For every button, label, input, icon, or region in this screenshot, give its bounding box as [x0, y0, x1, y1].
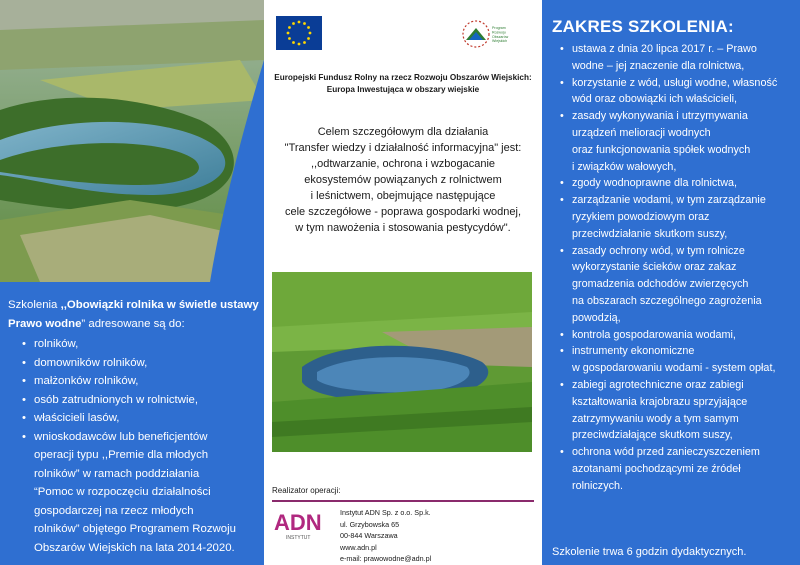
duration-note: Szkolenie trwa 6 godzin dydaktycznych.	[552, 546, 747, 558]
address-block	[340, 507, 431, 565]
eu-star-icon	[298, 43, 301, 46]
eu-flag-icon	[276, 16, 322, 50]
scope-item	[560, 175, 796, 192]
prow-logo-icon	[462, 14, 528, 54]
audience-item	[22, 372, 260, 391]
eu-star-icon	[292, 41, 295, 44]
eu-star-icon	[307, 37, 310, 40]
adn-logo-text: ADN	[274, 510, 322, 535]
audience-item-line: gospodarczej na rzecz młodych	[34, 504, 194, 517]
address-line: Instytut ADN Sp. z o.o. Sp.k.	[340, 508, 431, 517]
adn-logo-sub: INSTYTUT	[286, 535, 311, 541]
lake-aerial-photo	[272, 272, 532, 452]
goal-line: ,,odtwarzanie, ochrona i wzbogacanie	[310, 158, 496, 170]
training-scope-list	[560, 41, 796, 495]
scope-item-line: rolniczych.	[572, 479, 624, 492]
eu-star-icon	[292, 22, 295, 25]
scope-item-line: • instrumenty ekonomiczne	[572, 345, 695, 358]
eu-star-icon	[288, 26, 291, 29]
eu-star-icon	[309, 32, 312, 35]
scope-item-line: • ochrona wód przed zanieczyszczeniem	[572, 446, 760, 459]
eu-star-icon	[303, 41, 306, 44]
scope-item-line: • zarządzanie wodami, w tym zarządzanie	[572, 194, 766, 207]
fund-title-line: Europejski Fundusz Rolny na rzecz Rozwoju Obszarów Wiejskich:	[274, 73, 532, 82]
goal-line: Celem szczegółowym dla działania	[317, 126, 489, 138]
audience-item-line: • małżonków rolników,	[34, 375, 139, 387]
scope-item-line: na obszarach szczególnego zagrożenia	[572, 294, 762, 307]
scope-item-line: urządzeń melioracji wodnych	[572, 126, 711, 139]
audience-item-line: “Pomoc w rozpoczęciu działalności	[34, 486, 211, 498]
address-line: 00-844 Warszawa	[340, 531, 398, 541]
adn-logo-icon	[272, 508, 332, 542]
audience-item-line: • osób zatrudnionych w rolnictwie,	[34, 393, 198, 406]
scope-item-line: • korzystanie z wód, usługi wodne, własność	[572, 76, 778, 89]
scope-item-line: • zasady wykonywania i utrzymywania	[572, 110, 748, 123]
scope-item-line: kształtowania krajobrazu sprzyjające	[572, 395, 748, 408]
audience-item-line: Obszarów Wiejskich na lata 2014-2020.	[34, 541, 235, 554]
address-line: e-mail: prawowodne@adn.pl	[340, 554, 432, 564]
eu-star-icon	[288, 37, 291, 40]
goal-line: cele szczegółowe - poprawa gospodarki wodnej,	[284, 206, 522, 218]
scope-item-line: • zasady ochrony wód, w tym rolnicze	[572, 244, 745, 257]
scope-item-line: azotanami pochodzącymi ze źródeł	[572, 462, 741, 475]
scope-item	[560, 192, 796, 242]
scope-item	[560, 75, 796, 109]
scope-item	[560, 343, 796, 377]
realizator-label: Realizator operacji:	[272, 486, 341, 495]
audience-item	[22, 391, 260, 410]
scope-item	[560, 243, 796, 327]
prow-logo-text: Program Rozwoju Obszarów Wiejskich	[492, 26, 509, 44]
address-line: ul. Grzybowska 65	[340, 519, 400, 529]
middle-panel	[264, 0, 542, 565]
goal-line: i leśnictwem, obejmujące następujące	[310, 190, 496, 202]
scope-item-line: przeciwdziałanie skutkom suszy,	[572, 227, 728, 240]
scope-item-line: • kontrola gospodarowania wodami,	[572, 328, 736, 341]
audience-item-line: • wnioskodawców lub beneficjentów	[34, 430, 208, 443]
eu-star-icon	[287, 32, 290, 35]
audience-intro: Szkolenia ,,Obowiązki rolnika w świetle ustawy Prawo wodne” adresowane są do:	[8, 299, 259, 330]
audience-item-line: rolników” w ramach poddziałania	[34, 467, 200, 480]
river-aerial-photo	[0, 0, 264, 282]
goal-line: w tym nawożenia i stosowania pestycydów".	[295, 222, 511, 234]
eu-star-icon	[303, 22, 306, 25]
scope-item	[560, 327, 796, 344]
scope-item	[560, 41, 796, 75]
fund-title-line: Europa Inwestująca w obszary wiejskie	[326, 85, 480, 94]
audience-item-line: • rolników,	[34, 338, 79, 350]
divider-line	[272, 500, 534, 502]
eu-star-icon	[307, 26, 310, 29]
audience-item	[22, 428, 260, 558]
audience-list	[8, 335, 260, 557]
scope-item-line: ryzykiem powodziowym oraz	[572, 210, 710, 223]
target-audience-section	[8, 296, 260, 557]
scope-item	[560, 377, 796, 444]
audience-item-line: rolników” objętego Programem Rozwoju	[34, 523, 236, 535]
goal-statement	[264, 124, 542, 236]
scope-item-line: • zabiegi agrotechniczne oraz zabiegi	[572, 378, 744, 391]
training-scope-title: ZAKRES SZKOLENIA:	[552, 17, 734, 36]
scope-item-line: gromadzenia odchodów zwierzęcych	[572, 278, 749, 291]
audience-item-line: • domowników rolników,	[34, 356, 148, 369]
scope-item-line: wód oraz obowiązki ich właścicieli,	[572, 93, 738, 106]
left-panel	[0, 0, 264, 565]
audience-item	[22, 354, 260, 373]
scope-item-line: zatrzymywaniu wody a tym samym	[572, 412, 739, 425]
scope-item-line: powodzią,	[572, 311, 621, 324]
scope-item	[560, 444, 796, 494]
audience-item	[22, 335, 260, 354]
scope-item	[560, 108, 796, 175]
audience-item-line: operacji typu ,,Premie dla młodych	[34, 449, 209, 461]
scope-item-line: przeciwdziałające skutkom suszy,	[572, 429, 733, 442]
right-panel	[542, 0, 800, 565]
scope-item-line: • zgody wodnoprawne dla rolnictwa,	[572, 177, 738, 190]
address-line: www.adn.pl	[340, 542, 377, 552]
scope-item-line: i związków wałowych,	[572, 160, 677, 173]
scope-item-line: wykorzystanie ścieków oraz zakaz	[572, 261, 737, 274]
audience-item-line: • właścicieli lasów,	[34, 412, 120, 424]
eu-star-icon	[298, 21, 301, 24]
scope-item-line: • ustawa z dnia 20 lipca 2017 r. – Prawo	[572, 43, 757, 55]
scope-item-line: wodne – jej znaczenie dla rolnictwa,	[572, 59, 745, 72]
audience-item	[22, 409, 260, 428]
fund-title	[264, 72, 542, 96]
goal-line: "Transfer wiedzy i działalność informacyjna" jest:	[284, 142, 522, 154]
scope-item-line: oraz funkcjonowania spółek wodnych	[572, 143, 751, 156]
goal-line: ekosystemów powiązanych z rolnictwem	[304, 174, 502, 186]
scope-item-line: w gospodarowaniu wodami - system opłat,	[572, 362, 776, 375]
